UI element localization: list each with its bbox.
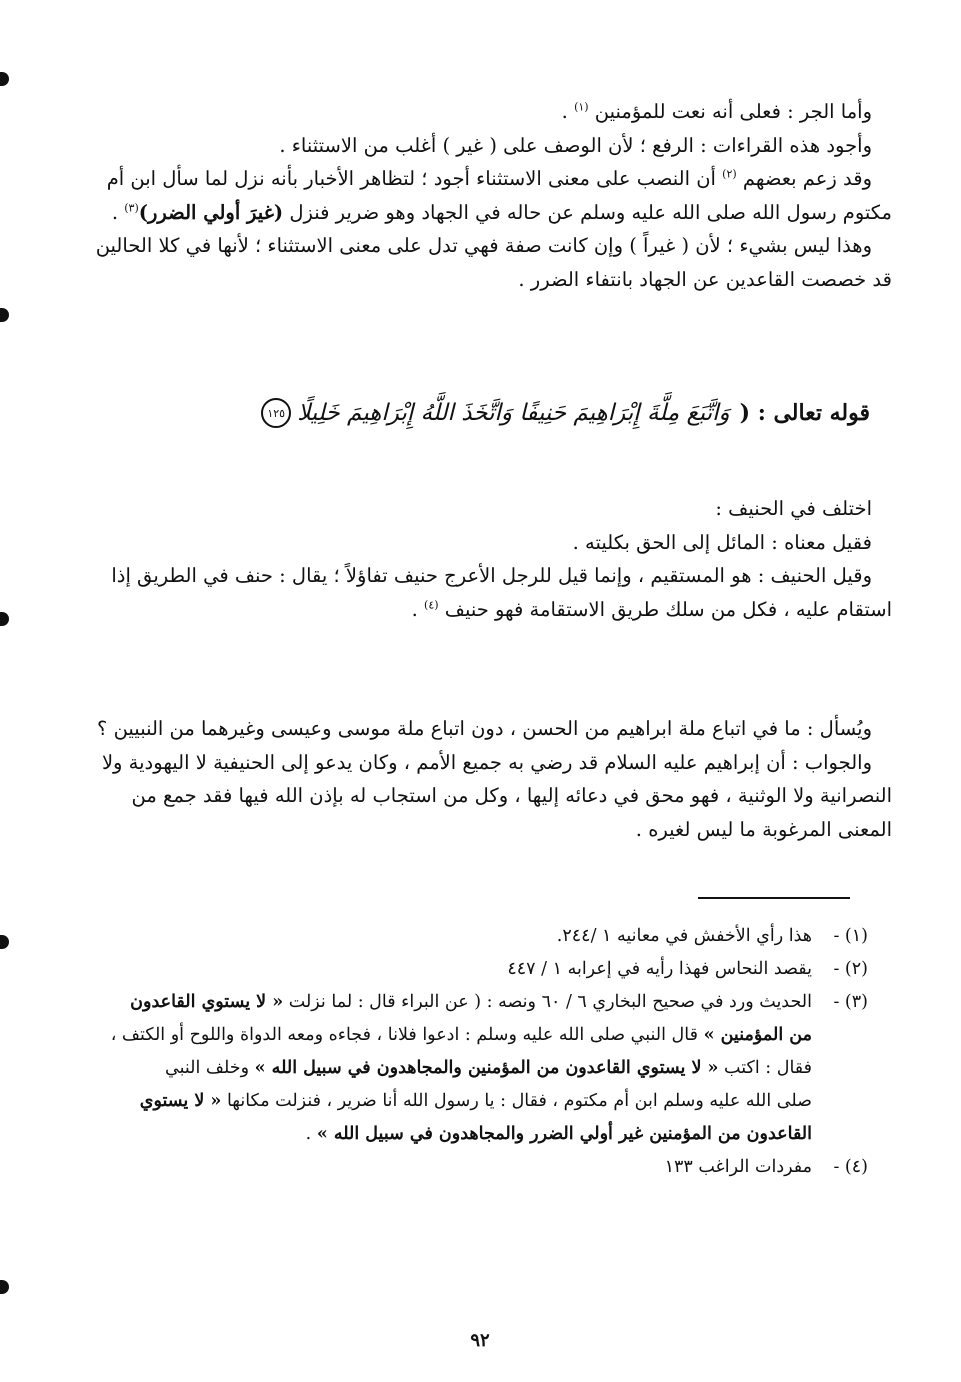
main-text-top bbox=[70, 95, 892, 296]
footnote-text: يقصد النحاس فهذا رأيه في إعرابه ١ / ٤٤٧ bbox=[507, 959, 812, 979]
margin-mark bbox=[0, 612, 9, 626]
paragraph-line: النصرانية ولا الوثنية ، فهو محق في دعائه إليها ، وكل من استجاب له بإذن الله فيها فقد جمع من bbox=[131, 784, 892, 807]
paragraph-line: استقام عليه ، فكل من سلك طريق الاستقامة فهو حنيف $^{(٤)}$ . bbox=[411, 597, 892, 621]
paragraph-line: قد خصصت القاعدين عن الجهاد بانتفاء الضرر . bbox=[518, 267, 892, 291]
footnote-number: (٤) - bbox=[833, 1157, 868, 1177]
footnote-text: مفردات الراغب ١٣٣ bbox=[664, 1157, 812, 1177]
paragraph-line: وأجود هذه القراءات : الرفع ؛ لأن الوصف على ( غير ) أغلب من الاستثناء . bbox=[279, 133, 872, 157]
paragraph-line: اختلف في الحنيف : bbox=[715, 497, 872, 520]
paragraph-line: وأما الجر : فعلى أنه نعت للمؤمنين $^{(١)}$ . bbox=[561, 100, 872, 123]
margin-mark bbox=[0, 308, 9, 322]
paragraph-line: وقد زعم بعضهم $^{(٢)}$ أن النصب على معنى الاستثناء أجود ؛ لتظاهر الأخبار بأنه نزل لما سأل ابن أم bbox=[106, 167, 872, 190]
footnote-ref: (٤) bbox=[424, 598, 439, 611]
footnote-number: (٢) - bbox=[833, 959, 868, 979]
footnote-divider bbox=[698, 897, 850, 899]
footnote-ref: (١) bbox=[574, 100, 589, 114]
paragraph-line: وهذا ليس بشيء ؛ لأن ( غيراً ) وإن كانت صفة فهي تدل على معنى الاستثناء ؛ لأنها في كلا الحالين bbox=[95, 234, 872, 257]
quoted-phrase: (غيرَ أولي الضرر) bbox=[138, 200, 284, 224]
footnote-item bbox=[72, 986, 868, 1151]
quran-verse-heading bbox=[255, 385, 870, 441]
paragraph-line: المعنى المرغوبة ما ليس لغيره . bbox=[635, 817, 892, 841]
footnote-item bbox=[72, 953, 868, 986]
footnote-item bbox=[72, 920, 868, 953]
verse-intro: قوله تعالى : ( bbox=[739, 400, 870, 426]
footnote-number: (١) - bbox=[833, 926, 868, 946]
paragraph-line: والجواب : أن إبراهيم عليه السلام قد رضي به جميع الأمم ، وكان يدعو إلى الحنيفية لا اليهودية ولا bbox=[101, 750, 872, 774]
paragraph-line: ويُسأل : ما في اتباع ملة ابراهيم من الحسن ، دون اتباع ملة موسى وعيسى وغيرهما من النبيين ؟ bbox=[97, 717, 872, 740]
footnotes bbox=[72, 920, 868, 1184]
verse-text: وَاتَّبَعَ مِلَّةَ إِبْرَاهِيمَ حَنِيفًا وَاتَّخَذَ اللَّهُ إِبْرَاهِيمَ خَلِيلًا bbox=[297, 400, 730, 426]
footnote-item bbox=[72, 1151, 868, 1184]
footnote-ref: (٣) bbox=[124, 201, 139, 214]
footnote-number: (٣) - bbox=[833, 992, 868, 1012]
footnote-ref: (٢) bbox=[722, 167, 737, 181]
paragraph-line: وقيل الحنيف : هو المستقيم ، وإنما قيل للرجل الأعرج حنيف تفاؤلاً ؛ يقال : حنف في الطريق إذا bbox=[111, 564, 872, 587]
ayah-number-icon: ١٢٥ bbox=[261, 398, 291, 428]
paragraph-line: فقيل معناه : المائل إلى الحق بكليته . bbox=[572, 530, 872, 554]
main-text-bottom bbox=[70, 712, 892, 846]
margin-mark bbox=[0, 1280, 9, 1294]
main-text-middle bbox=[70, 492, 892, 626]
margin-mark bbox=[0, 72, 9, 86]
footnote-text: الحديث ورد في صحيح البخاري ٦ / ٦٠ ونصه : ( عن البراء قال : لما نزلت « لا يستوي القاعدون من المؤمنين » قال النبي صلى الله عليه وسلم : ادعوا فلانا ، فجاءه ومعه الدواة واللوح أو الكتف ، فقال : اكتب « لا يستوي القاعدون من المؤمنين والمجاهدون في سبيل الله » وخلف النبي صلى الله عليه وسلم ابن أم مكتوم ، فقال : يا رسول الله أنا ضرير ، فنزلت مكانها « لا يستوي القاعدون من المؤمنين غير أولي الضرر والمجاهدون في سبيل الله » . bbox=[110, 992, 812, 1144]
paragraph-line: مكتوم رسول الله صلى الله عليه وسلم عن حاله في الجهاد وهو ضرير فنزل (غيرَ أولي الضرر)$^{(٣)}$ . bbox=[111, 200, 892, 224]
margin-mark bbox=[0, 935, 9, 949]
page-number: ٩٢ bbox=[470, 1330, 490, 1351]
footnote-text: هذا رأي الأخفش في معانيه ١ /٢٤٤. bbox=[556, 926, 812, 946]
